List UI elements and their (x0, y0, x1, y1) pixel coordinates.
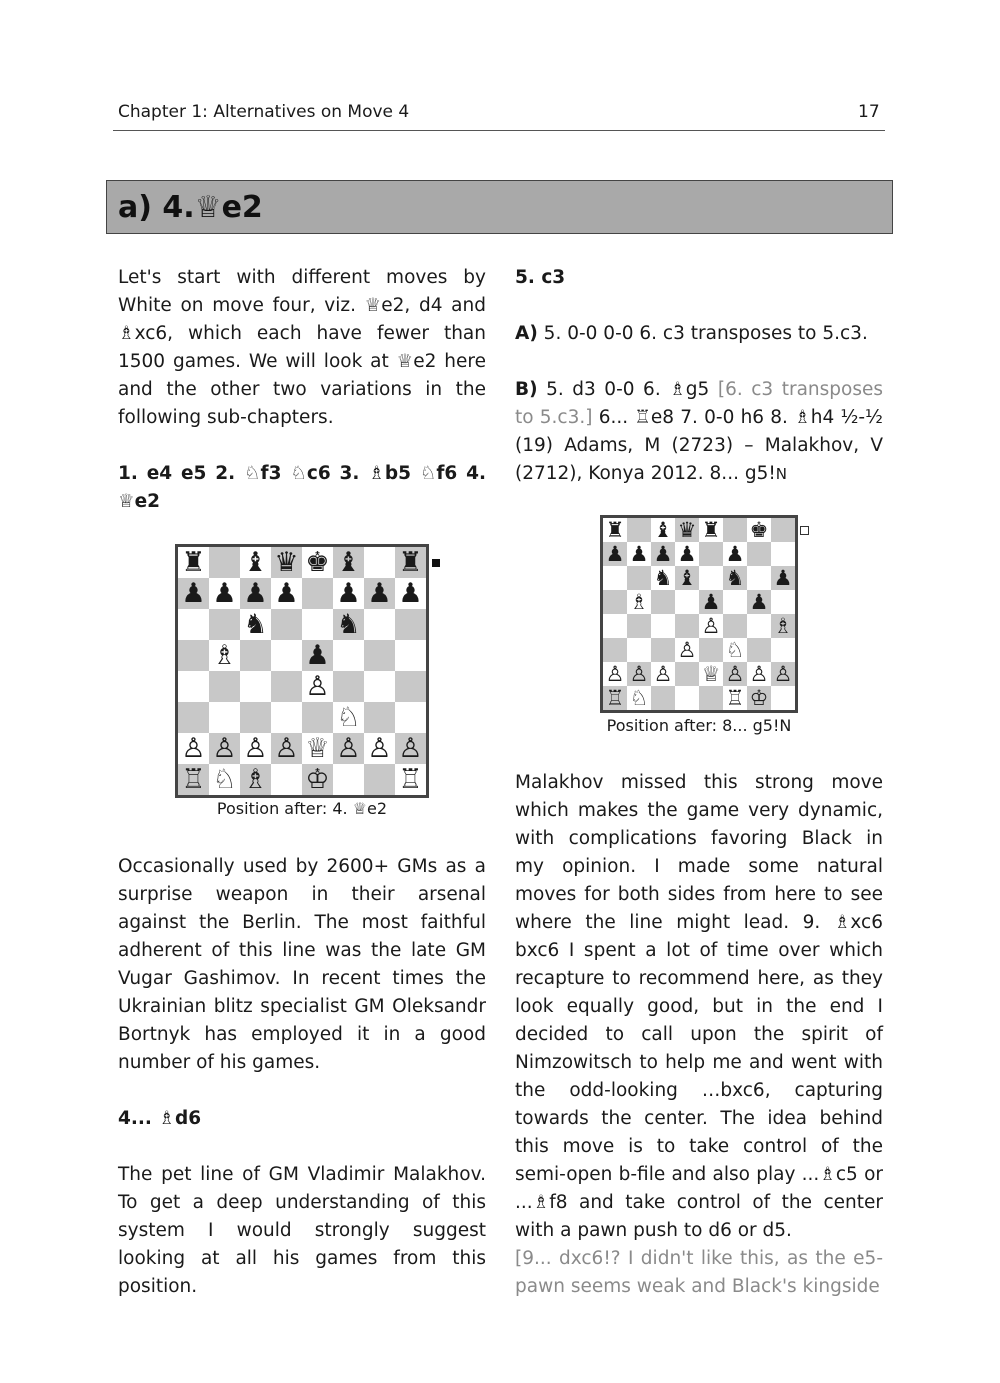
square-e4 (302, 671, 333, 702)
move-4-black: 4... ♗d6 (118, 1108, 202, 1129)
square-c2 (651, 662, 675, 686)
left-column-bottom (118, 853, 486, 1301)
square-f6 (333, 609, 364, 640)
square-g8 (364, 547, 395, 578)
analysis-note: [9... dxc6!? I didn't like this, as the e5-pawn seems weak and Black's kingside (515, 1248, 883, 1297)
chess-piece: ♘ (336, 702, 361, 733)
square-h7 (771, 542, 795, 566)
intro-paragraph: Let's start with different moves by White on move four, viz. ♕e2, d4 and ♗xc6, which each have fewer than 1500 games. We will look at ♕e2 here and the other two variations in the following sub-chapters. (118, 267, 486, 428)
berlin-paragraph: Occasionally used by 2600+ GMs as a surprise weapon in their arsenal against the Berlin. The most faithful adherent of this line was the late GM Vugar Gashimov. In recent times the Ukrainian blitz specialist GM Oleksandr Bortnyk has employed it in a good number of his games. (118, 856, 486, 1073)
chess-piece: ♙ (305, 671, 330, 702)
chess-piece: ♘ (725, 637, 745, 662)
square-a2 (603, 662, 627, 686)
chess-piece: ♜ (605, 517, 625, 542)
square-e7 (302, 578, 333, 609)
square-c3 (651, 638, 675, 662)
diagram-2-caption: Position after: 8... g5!N (606, 716, 792, 735)
square-g7 (747, 542, 771, 566)
square-b2 (209, 733, 240, 764)
square-d4 (271, 671, 302, 702)
square-h7 (395, 578, 426, 609)
square-f3 (723, 638, 747, 662)
square-f2 (723, 662, 747, 686)
square-d8 (675, 518, 699, 542)
chess-piece: ♖ (181, 764, 206, 795)
square-c8 (240, 547, 271, 578)
chess-piece: ♟ (725, 541, 745, 566)
chess-piece: ♙ (274, 733, 299, 764)
chess-piece: ♙ (653, 661, 673, 686)
square-e3 (302, 702, 333, 733)
section-title: a) 4.♕e2 (118, 190, 263, 225)
square-a3 (178, 702, 209, 733)
line-b (515, 376, 883, 488)
chess-piece: ♕ (305, 733, 330, 764)
line-b-label: B) (515, 379, 538, 400)
square-e1 (302, 764, 333, 795)
square-b5 (627, 590, 651, 614)
chess-piece: ♚ (749, 517, 769, 542)
chess-piece: ♙ (773, 661, 793, 686)
square-h4 (395, 671, 426, 702)
square-a2 (178, 733, 209, 764)
square-a8 (603, 518, 627, 542)
square-b4 (209, 671, 240, 702)
square-d2 (271, 733, 302, 764)
chess-piece: ♖ (605, 685, 625, 710)
square-g5 (364, 640, 395, 671)
chess-piece: ♙ (629, 661, 649, 686)
square-h5 (771, 590, 795, 614)
square-h1 (771, 686, 795, 710)
diagram-1-caption: Position after: 4. ♕e2 (216, 799, 388, 818)
chess-piece: ♔ (749, 685, 769, 710)
chess-piece: ♗ (773, 613, 793, 638)
square-e2 (302, 733, 333, 764)
square-e8 (302, 547, 333, 578)
square-f7 (723, 542, 747, 566)
chess-piece: ♙ (367, 733, 392, 764)
square-g2 (364, 733, 395, 764)
square-g8 (747, 518, 771, 542)
right-column-bottom (515, 769, 883, 1301)
chess-piece: ♝ (677, 565, 697, 590)
square-b3 (209, 702, 240, 733)
square-b3 (627, 638, 651, 662)
square-b1 (209, 764, 240, 795)
square-g6 (747, 566, 771, 590)
square-g6 (364, 609, 395, 640)
square-b4 (627, 614, 651, 638)
square-c5 (651, 590, 675, 614)
square-e5 (302, 640, 333, 671)
chess-piece: ♜ (181, 547, 206, 578)
chess-piece: ♟ (629, 541, 649, 566)
line-a-label: A) (515, 323, 538, 344)
square-e8 (699, 518, 723, 542)
square-a4 (603, 614, 627, 638)
main-line-moves: 1. e4 e5 2. ♘f3 ♘c6 3. ♗b5 ♘f6 4. ♕e2 (118, 463, 486, 512)
chess-piece: ♖ (398, 764, 423, 795)
chess-piece: ♟ (212, 578, 237, 609)
square-b2 (627, 662, 651, 686)
square-h5 (395, 640, 426, 671)
square-a8 (178, 547, 209, 578)
square-h6 (395, 609, 426, 640)
square-h8 (395, 547, 426, 578)
chess-piece: ♝ (653, 517, 673, 542)
square-h3 (771, 638, 795, 662)
line-a-text: 5. 0-0 0-0 6. c3 transposes to 5.c3. (543, 323, 868, 344)
black-to-move-marker (432, 559, 440, 567)
square-g5 (747, 590, 771, 614)
chess-piece: ♟ (653, 541, 673, 566)
chess-piece: ♟ (701, 589, 721, 614)
square-g4 (364, 671, 395, 702)
square-e4 (699, 614, 723, 638)
square-f1 (333, 764, 364, 795)
chess-diagram-2 (600, 515, 798, 713)
square-d7 (271, 578, 302, 609)
chess-piece: ♙ (243, 733, 268, 764)
chess-piece: ♙ (701, 613, 721, 638)
square-a3 (603, 638, 627, 662)
square-e5 (699, 590, 723, 614)
square-f5 (723, 590, 747, 614)
square-g1 (747, 686, 771, 710)
square-h4 (771, 614, 795, 638)
square-c1 (651, 686, 675, 710)
chess-piece: ♕ (701, 661, 721, 686)
square-f5 (333, 640, 364, 671)
square-a7 (603, 542, 627, 566)
chess-piece: ♗ (212, 640, 237, 671)
chess-piece: ♜ (701, 517, 721, 542)
chess-piece: ♟ (367, 578, 392, 609)
square-e6 (699, 566, 723, 590)
square-c1 (240, 764, 271, 795)
line-b-note: [6. c3 transposes to 5.c3.] (515, 379, 883, 428)
square-h6 (771, 566, 795, 590)
chess-piece: ♞ (336, 609, 361, 640)
square-d5 (675, 590, 699, 614)
square-g3 (364, 702, 395, 733)
square-f4 (723, 614, 747, 638)
square-f6 (723, 566, 747, 590)
square-f8 (333, 547, 364, 578)
square-d3 (271, 702, 302, 733)
square-f7 (333, 578, 364, 609)
square-c4 (240, 671, 271, 702)
square-e7 (699, 542, 723, 566)
square-c6 (240, 609, 271, 640)
chess-piece: ♝ (243, 547, 268, 578)
chess-piece: ♟ (398, 578, 423, 609)
chess-piece: ♟ (243, 578, 268, 609)
square-h1 (395, 764, 426, 795)
chess-piece: ♝ (336, 547, 361, 578)
square-a4 (178, 671, 209, 702)
chess-diagram-1 (175, 544, 429, 798)
chess-piece: ♙ (212, 733, 237, 764)
chess-piece: ♘ (629, 685, 649, 710)
square-e6 (302, 609, 333, 640)
chess-piece: ♛ (677, 517, 697, 542)
square-g2 (747, 662, 771, 686)
square-b5 (209, 640, 240, 671)
square-h2 (395, 733, 426, 764)
chess-piece: ♗ (243, 764, 268, 795)
chess-piece: ♖ (725, 685, 745, 710)
square-c5 (240, 640, 271, 671)
square-h3 (395, 702, 426, 733)
square-f8 (723, 518, 747, 542)
square-f4 (333, 671, 364, 702)
analysis-paragraph: Malakhov missed this strong move which makes the game very dynamic, with complications favoring Black in my opinion. I made some natural moves for both sides from here to see where the line might lead. 9. ♗xc6 bxc6 I spent a lot of time over which recapture to recommend here, as they look equally good, but in the end I decided to call upon the spirit of Nimzowitsch to help me and went with the odd-looking …bxc6, capturing towards the center. The idea behind this move is to take control of the semi-open b-file and also play ...♗c5 or ...♗f8 and take control of the center with a pawn push to d6 or d5. (515, 772, 883, 1241)
square-g1 (364, 764, 395, 795)
chess-piece: ♚ (305, 547, 330, 578)
running-header-chapter: Chapter 1: Alternatives on Move 4 (118, 102, 410, 122)
square-a7 (178, 578, 209, 609)
chess-piece: ♟ (605, 541, 625, 566)
square-c8 (651, 518, 675, 542)
square-g4 (747, 614, 771, 638)
square-b8 (209, 547, 240, 578)
chess-piece: ♟ (336, 578, 361, 609)
square-c3 (240, 702, 271, 733)
square-d6 (675, 566, 699, 590)
square-b7 (627, 542, 651, 566)
line-b-text-2: 6... ♖e8 7. 0-0 h6 8. ♗h4 ½-½ (19) Adams, M (2723) – Malakhov, V (2712), Konya 2012. 8... g5! (515, 407, 883, 484)
square-d7 (675, 542, 699, 566)
square-c2 (240, 733, 271, 764)
chess-piece: ♔ (305, 764, 330, 795)
chess-piece: ♙ (749, 661, 769, 686)
square-b6 (209, 609, 240, 640)
square-d2 (675, 662, 699, 686)
square-a1 (178, 764, 209, 795)
square-a5 (178, 640, 209, 671)
left-column-top (118, 264, 486, 516)
square-d3 (675, 638, 699, 662)
square-b6 (627, 566, 651, 590)
square-c4 (651, 614, 675, 638)
chess-piece: ♞ (243, 609, 268, 640)
square-h2 (771, 662, 795, 686)
move-5-heading: 5. c3 (515, 267, 566, 288)
square-a6 (603, 566, 627, 590)
chess-piece: ♙ (605, 661, 625, 686)
chess-piece: ♜ (398, 547, 423, 578)
square-g7 (364, 578, 395, 609)
chess-piece: ♛ (274, 547, 299, 578)
square-d4 (675, 614, 699, 638)
square-d1 (675, 686, 699, 710)
square-e3 (699, 638, 723, 662)
white-to-move-marker (800, 526, 809, 535)
chess-piece: ♙ (336, 733, 361, 764)
chess-piece: ♘ (212, 764, 237, 795)
square-b8 (627, 518, 651, 542)
right-column-top (515, 264, 883, 488)
chess-piece: ♙ (181, 733, 206, 764)
chess-piece: ♞ (725, 565, 745, 590)
header-rule (113, 130, 885, 131)
malakhov-paragraph: The pet line of GM Vladimir Malakhov. To get a deep understanding of this system I would strongly suggest looking at all his games from this position. (118, 1164, 486, 1297)
novelty-sign: N (775, 465, 787, 483)
square-d5 (271, 640, 302, 671)
chess-piece: ♞ (653, 565, 673, 590)
chess-piece: ♙ (398, 733, 423, 764)
square-e2 (699, 662, 723, 686)
square-g3 (747, 638, 771, 662)
square-a1 (603, 686, 627, 710)
chess-piece: ♙ (725, 661, 745, 686)
square-f3 (333, 702, 364, 733)
square-b7 (209, 578, 240, 609)
line-b-text-1: 5. d3 0-0 6. ♗g5 (546, 379, 710, 400)
square-d1 (271, 764, 302, 795)
square-h8 (771, 518, 795, 542)
chess-piece: ♟ (677, 541, 697, 566)
square-a5 (603, 590, 627, 614)
chess-piece: ♟ (773, 565, 793, 590)
square-b1 (627, 686, 651, 710)
chess-piece: ♟ (305, 640, 330, 671)
square-f2 (333, 733, 364, 764)
chess-piece: ♟ (274, 578, 299, 609)
square-d6 (271, 609, 302, 640)
line-a (515, 320, 883, 348)
square-c7 (240, 578, 271, 609)
chess-piece: ♙ (677, 637, 697, 662)
page-number: 17 (858, 102, 880, 122)
square-c6 (651, 566, 675, 590)
square-a6 (178, 609, 209, 640)
chess-piece: ♟ (181, 578, 206, 609)
chess-piece: ♟ (749, 589, 769, 614)
chess-piece: ♗ (629, 589, 649, 614)
square-f1 (723, 686, 747, 710)
square-c7 (651, 542, 675, 566)
square-e1 (699, 686, 723, 710)
square-d8 (271, 547, 302, 578)
